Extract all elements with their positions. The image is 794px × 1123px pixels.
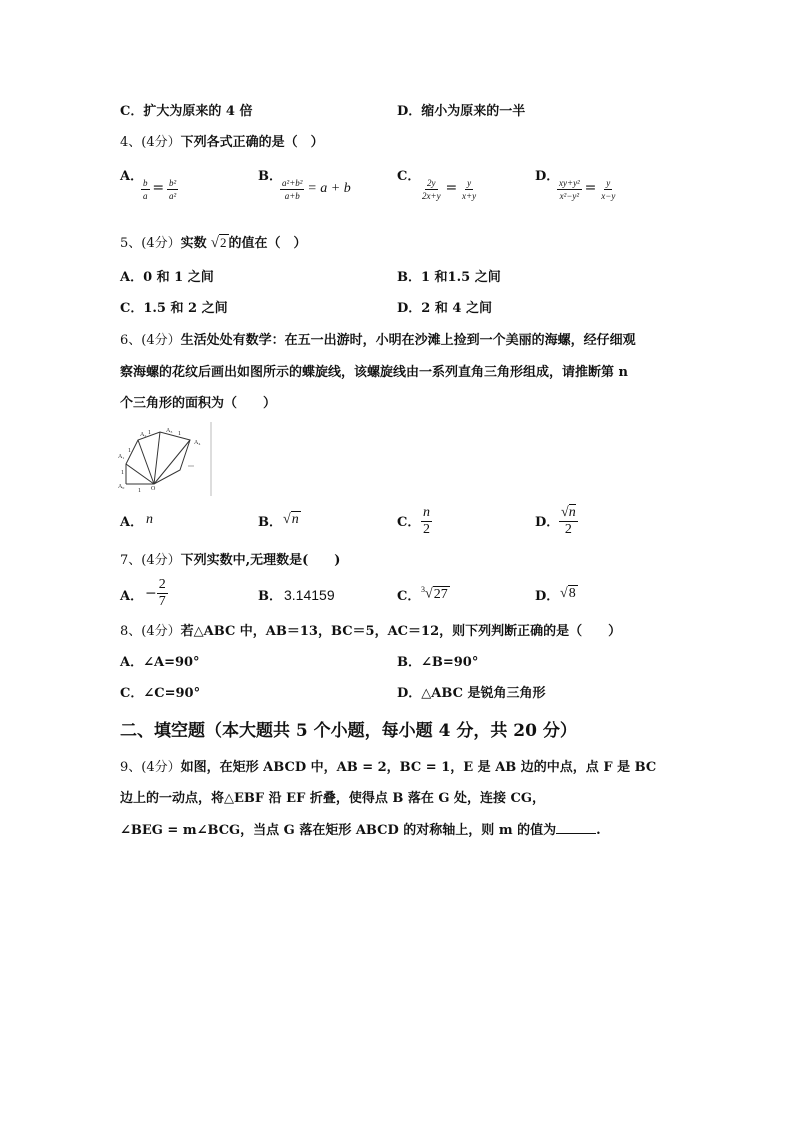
q7-option-a-letter: A． — [120, 589, 144, 604]
radicand: 8 — [568, 586, 576, 601]
fig-label: A₄ — [194, 440, 201, 446]
denominator: x+y — [462, 191, 477, 201]
q8-stem — [120, 623, 621, 641]
q6-option-c-letter: C． — [397, 515, 421, 530]
sqrt-expression: √2 — [210, 235, 227, 251]
option-text: 缩小为原来的一半 — [421, 104, 526, 119]
question-text: 实数 — [180, 236, 207, 251]
q6-option-b-letter: B． — [258, 515, 282, 530]
q4-option-c-letter: C． — [397, 169, 421, 184]
fig-label: 1 — [178, 431, 181, 437]
question-number: 5、(4分） — [120, 236, 181, 251]
numerator: 2 — [158, 577, 166, 592]
q6-option-a-letter: A． — [120, 515, 144, 530]
right-hand-side: = a + b — [307, 181, 351, 196]
fig-label: 1 — [121, 470, 124, 476]
question-number: 9、(4分） — [120, 760, 181, 775]
q7-option-c-letter: C． — [397, 589, 421, 604]
question-number: 4、(4分） — [120, 135, 181, 150]
numerator: b — [143, 178, 148, 188]
q6-option-c-expr — [421, 505, 432, 538]
numerator: b² — [168, 178, 177, 188]
q5-option-b: B．1 和1.5 之间 — [397, 270, 501, 285]
q3-option-c — [120, 103, 252, 121]
q6-option-a-value: n — [146, 512, 153, 527]
denominator: a+b — [284, 191, 300, 201]
q6-option-d-letter: D． — [535, 515, 560, 530]
q6-line-2: 察海螺的花纹后画出如图所示的蝶旋线，该螺旋线由一系列直角三角形组成，请推断第 n — [120, 365, 628, 380]
answer-blank[interactable] — [556, 821, 596, 834]
q4-option-b-expr — [280, 177, 351, 202]
radicand: n — [568, 505, 576, 520]
equals-sign: = — [445, 180, 458, 196]
q4-option-c-expr — [420, 177, 478, 202]
question-number: 6、(4分） — [120, 333, 181, 348]
q5-option-a: A．0 和 1 之间 — [120, 270, 214, 285]
fig-label: 1 — [138, 488, 141, 494]
numerator: n — [423, 505, 430, 520]
equals-sign: = — [584, 180, 597, 196]
option-letter: D． — [397, 104, 422, 119]
question-text: 下列实数中,无理数是( ) — [180, 553, 341, 568]
q9-line-3 — [120, 821, 601, 840]
denominator: 2x+y — [422, 191, 441, 201]
q4-option-a-expr — [141, 177, 178, 202]
spiral-figure — [118, 420, 214, 498]
q8-option-a: A．∠A=90° — [120, 655, 200, 670]
denominator: a² — [168, 191, 177, 201]
question-number: 8、(4分） — [120, 624, 181, 639]
q8-option-d: D．△ABC 是锐角三角形 — [397, 686, 546, 701]
q4-option-a-letter: A． — [120, 169, 144, 184]
numerator: y — [606, 178, 611, 188]
question-number: 7、(4分） — [120, 553, 181, 568]
radicand: 2 — [220, 235, 227, 250]
q9-line-2: 边上的一动点，将△EBF 沿 EF 折叠，使得点 B 落在 G 处，连接 CG， — [120, 791, 546, 806]
option-letter: C． — [120, 104, 144, 119]
q9-line-1 — [120, 759, 656, 777]
q6-line-1 — [120, 332, 636, 350]
denominator: a — [143, 191, 148, 201]
q5-option-c: C．1.5 和 2 之间 — [120, 301, 228, 316]
q6-option-b-expr: √n — [283, 512, 299, 527]
question-text: ∠BEG = m∠BCG，当点 G 落在矩形 ABCD 的对称轴上，则 m 的值为 — [120, 823, 557, 838]
option-text: 扩大为原来的 4 倍 — [143, 104, 253, 119]
root-index: 3 — [421, 585, 425, 594]
q6-option-d-expr: $\frac{√n}{2}$ — [561, 505, 576, 537]
fig-label: 1 — [128, 448, 131, 454]
q5-option-d: D．2 和 4 之间 — [397, 301, 492, 316]
radicand: 27 — [433, 586, 448, 602]
equals-sign: = — [152, 180, 165, 196]
fig-label: A₃ — [166, 428, 173, 434]
q7-option-b-letter: B． — [258, 589, 282, 604]
q4-option-d-letter: D． — [535, 169, 560, 184]
q3-option-d — [397, 103, 525, 121]
denominator: x²−y² — [559, 191, 580, 201]
q6-line-3: 个三角形的面积为（ ） — [120, 396, 277, 411]
q7-stem — [120, 552, 340, 570]
numerator: xy+y² — [559, 178, 580, 188]
q8-option-c: C．∠C=90° — [120, 686, 201, 701]
question-text: 生活处处有数学：在五一出游时，小明在沙滩上捡到一个美丽的海螺，经仔细观 — [180, 333, 636, 348]
numerator: y — [467, 178, 472, 188]
numerator: a²+b² — [282, 178, 303, 188]
numerator: 2y — [427, 178, 436, 188]
question-text: 的值在（ ） — [228, 236, 307, 251]
q7-option-a-expr — [145, 577, 168, 610]
denominator: 2 — [564, 522, 572, 537]
fig-label: O — [151, 486, 156, 492]
denominator: x−y — [601, 191, 616, 201]
question-text: 下列各式正确的是（ ） — [180, 135, 324, 150]
denominator: 2 — [423, 522, 430, 537]
question-text: 如图，在矩形 ABCD 中，AB = 2，BC = 1，E 是 AB 边的中点，点 F 是 BC — [180, 760, 657, 775]
minus-sign: − — [145, 585, 157, 602]
q7-option-d-letter: D． — [535, 589, 560, 604]
q7-option-d-expr: √8 — [560, 586, 576, 601]
q4-option-b-letter: B． — [258, 169, 282, 184]
q7-option-c-expr: $^3$√27 — [421, 585, 448, 602]
question-text: 若△ABC 中，AB＝13，BC＝5，AC＝12，则下列判断正确的是（ ） — [180, 624, 622, 639]
fig-label: 1 — [148, 430, 151, 436]
fig-label: A₀ — [118, 484, 125, 490]
radicand: n — [291, 512, 299, 527]
fig-label: A₂ — [140, 432, 147, 438]
period: . — [596, 823, 601, 838]
fig-label: A₁ — [118, 454, 125, 460]
q8-option-b: B．∠B=90° — [397, 655, 479, 670]
section-heading: 二、填空题（本大题共 5 个小题，每小题 4 分，共 20 分） — [120, 721, 577, 741]
denominator: 7 — [158, 594, 166, 609]
q7-option-b-value: 3.14159 — [284, 587, 335, 603]
q4-stem — [120, 134, 324, 152]
q5-stem — [120, 234, 307, 253]
q4-option-d-expr — [557, 177, 617, 202]
